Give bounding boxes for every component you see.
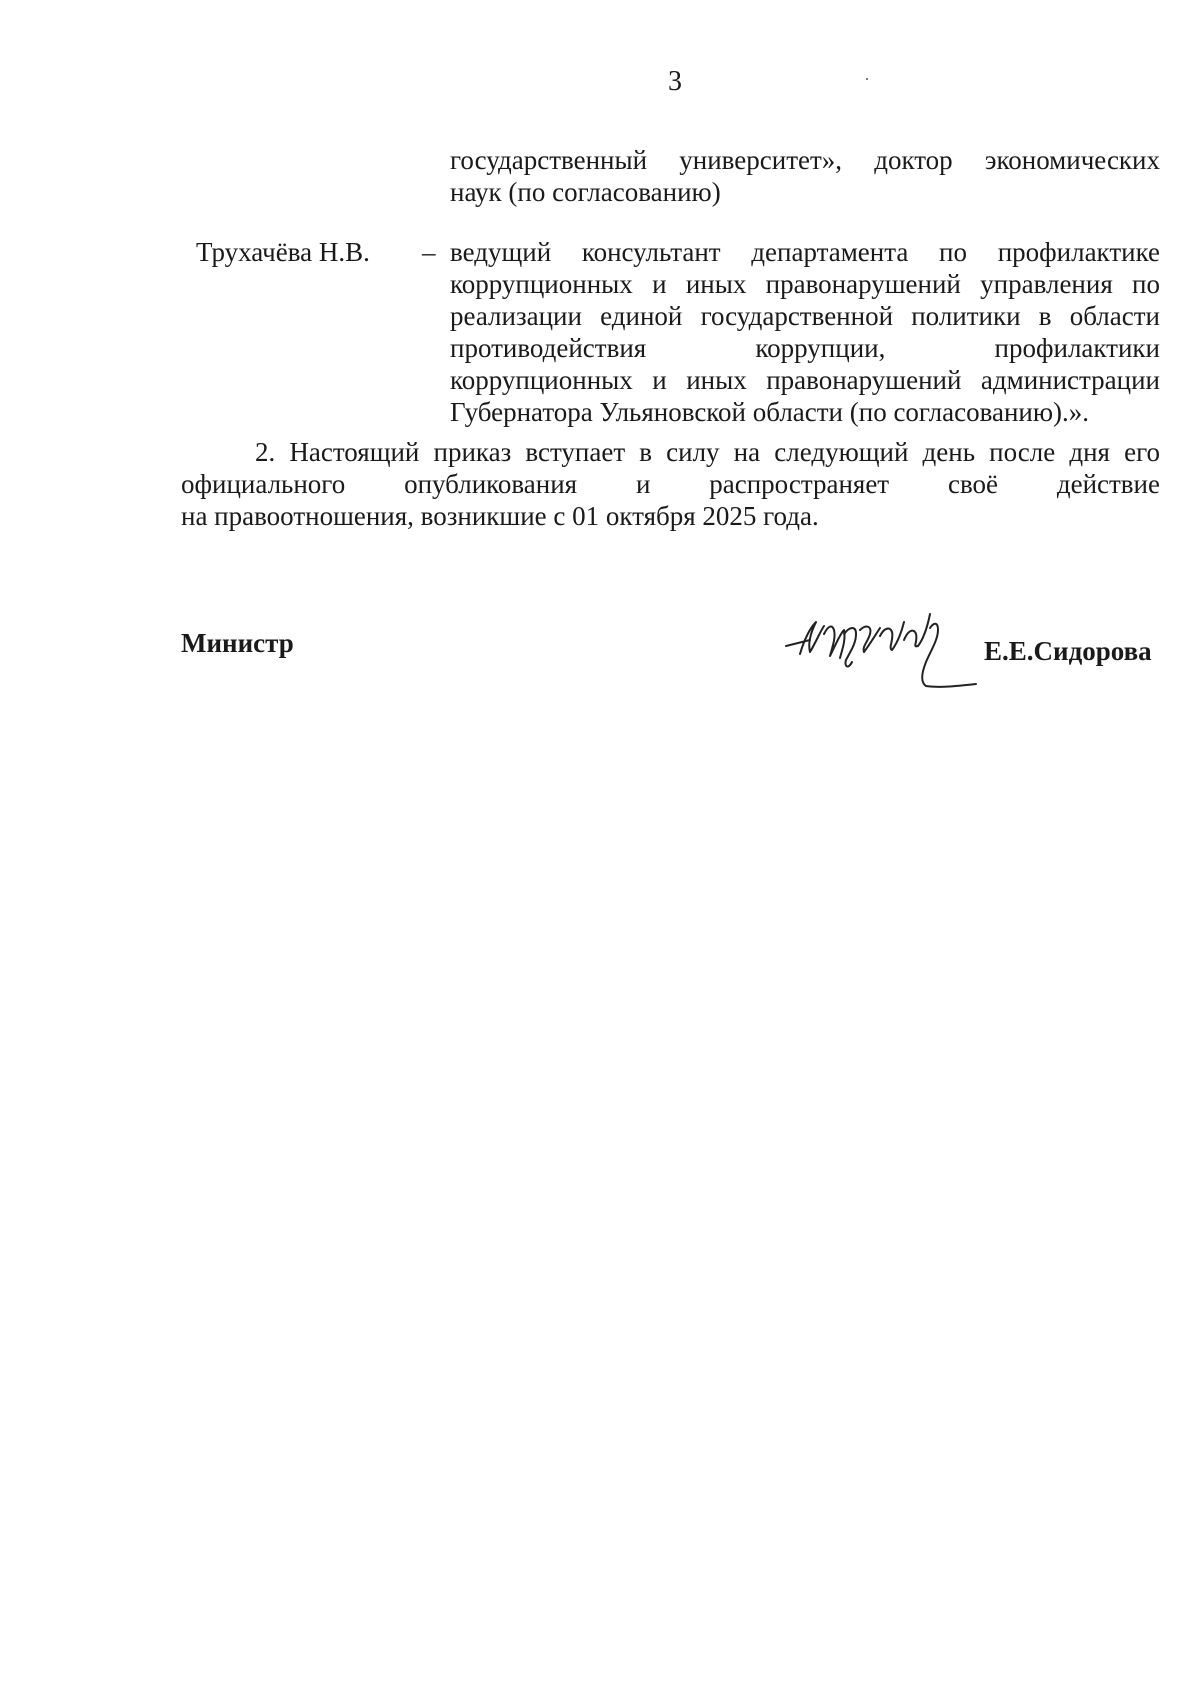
- member-description-line: коррупционных и иных правонарушений администрации: [450, 365, 1160, 395]
- member-dash: –: [422, 237, 436, 267]
- signatory-title: Министр: [181, 628, 294, 658]
- member-description-line: коррупционных и иных правонарушений управления по: [450, 269, 1160, 299]
- clause-line: 2. Настоящий приказ вступает в силу на следующий день после дня его: [255, 437, 1160, 467]
- member-name: Трухачёва Н.В.: [196, 237, 370, 267]
- page-number: 3: [668, 66, 682, 97]
- member-description: [450, 236, 1160, 428]
- continuation-line: государственный университет», доктор экономических: [450, 145, 1160, 175]
- clause-line: официального опубликования и распространяет своё действие: [181, 469, 1160, 499]
- handwritten-signature: [780, 600, 980, 710]
- signatory-name: Е.Е.Сидорова: [984, 636, 1152, 666]
- previous-member-continuation: [450, 144, 1160, 208]
- member-description-line: реализации единой государственной политики в области: [450, 301, 1160, 331]
- clause-line: на правоотношения, возникшие с 01 октября 2025 года.: [181, 501, 819, 531]
- scan-speck: [866, 78, 868, 80]
- member-description-line: ведущий консультант департамента по профилактике: [450, 237, 1160, 267]
- clause-2-paragraph: [181, 436, 1160, 532]
- member-description-line: Губернатора Ульяновской области (по согласованию).».: [450, 397, 1090, 427]
- member-description-line: противодействия коррупции, профилактики: [450, 333, 1160, 363]
- continuation-line: наук (по согласованию): [450, 177, 721, 207]
